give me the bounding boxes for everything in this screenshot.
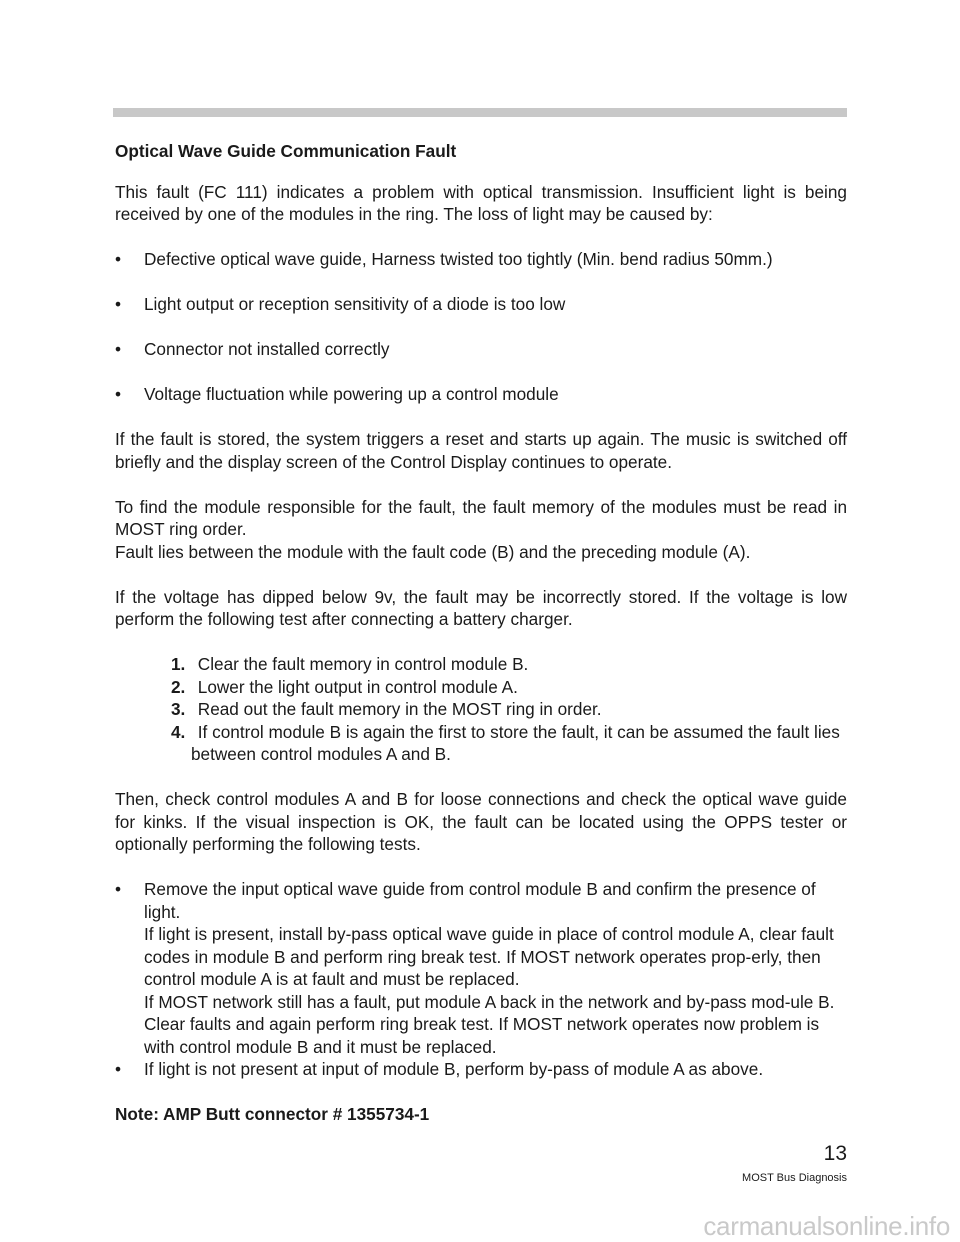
step-text: If control module B is again the first to store the fault, it can be assumed the fault lies	[197, 721, 840, 742]
cause-item: • Defective optical wave guide, Harness twisted too tightly (Min. bend radius 50mm.)	[115, 248, 847, 271]
tests-list	[115, 878, 847, 1081]
step-item	[171, 698, 847, 721]
cause-item: • Voltage fluctuation while powering up a control module	[115, 383, 847, 406]
find-module-paragraph	[115, 496, 847, 564]
fault-location-text: Fault lies between the module with the fault code (B) and the preceding module (A).	[115, 541, 751, 562]
step-item	[171, 653, 847, 676]
step-text-continued: between control modules A and B.	[191, 744, 451, 764]
step-number: 1.	[171, 654, 186, 674]
step-item	[171, 721, 847, 766]
page-number: 13	[823, 1142, 847, 1165]
step-number: 3.	[171, 699, 186, 719]
then-paragraph: Then, check control modules A and B for loose connections and check the optical wave guide for kinks. If the visual inspection is OK, the fault can be located using the OPPS tester or optionally performing the following tests.	[115, 789, 847, 854]
test-item	[115, 878, 847, 1058]
page-content	[115, 140, 847, 1125]
step-text: Lower the light output in control module A.	[197, 676, 518, 697]
step-item	[171, 676, 847, 699]
watermark: carmanualsonline.info	[703, 1211, 950, 1241]
voltage-paragraph: If the voltage has dipped below 9v, the fault may be incorrectly stored. If the voltage is low perform the following test after connecting a battery charger.	[115, 586, 847, 629]
section-title: MOST Bus Diagnosis	[742, 1172, 847, 1184]
section-heading: Optical Wave Guide Communication Fault	[115, 141, 457, 161]
stored-paragraph: If the fault is stored, the system triggers a reset and starts up again. The music is switched off briefly and the display screen of the Control Display continues to operate.	[115, 429, 847, 472]
test-item: • If light is not present at input of module B, perform by-pass of module A as above.	[115, 1058, 847, 1081]
find-module-text: To find the module responsible for the fault, the fault memory of the modules must be read in MOST ring order.	[115, 496, 847, 539]
cause-item: • Light output or reception sensitivity of a diode is too low	[115, 293, 847, 316]
header-rule	[113, 108, 847, 117]
test-item-line: Remove the input optical wave guide from control module B and confirm the presence of light.	[144, 879, 816, 922]
test-steps-list	[115, 653, 847, 766]
note-text: Note: AMP Butt connector # 1355734-1	[115, 1103, 430, 1124]
step-number: 2.	[171, 676, 186, 697]
step-text: Clear the fault memory in control module B.	[197, 654, 529, 674]
cause-item: • Connector not installed correctly	[115, 338, 847, 361]
step-text: Read out the fault memory in the MOST ring in order.	[197, 699, 602, 719]
intro-paragraph: This fault (FC 111) indicates a problem with optical transmission. Insufficient light is being received by one of the modules in the ring. The loss of light may be caused by:	[115, 181, 847, 224]
test-item-line: If light is present, install by-pass optical wave guide in place of control module A, clear fault codes in module B and perform ring break test. If MOST network operates prop-erly, then control module A is at fault and must be replaced.	[144, 924, 834, 989]
step-number: 4.	[171, 721, 186, 742]
test-item-line: If MOST network still has a fault, put module A back in the network and by-pass mod-ule B. Clear faults and again perform ring break test. If MOST network operates now problem is with control module B and it must be replaced.	[144, 991, 835, 1057]
causes-list	[115, 248, 847, 406]
